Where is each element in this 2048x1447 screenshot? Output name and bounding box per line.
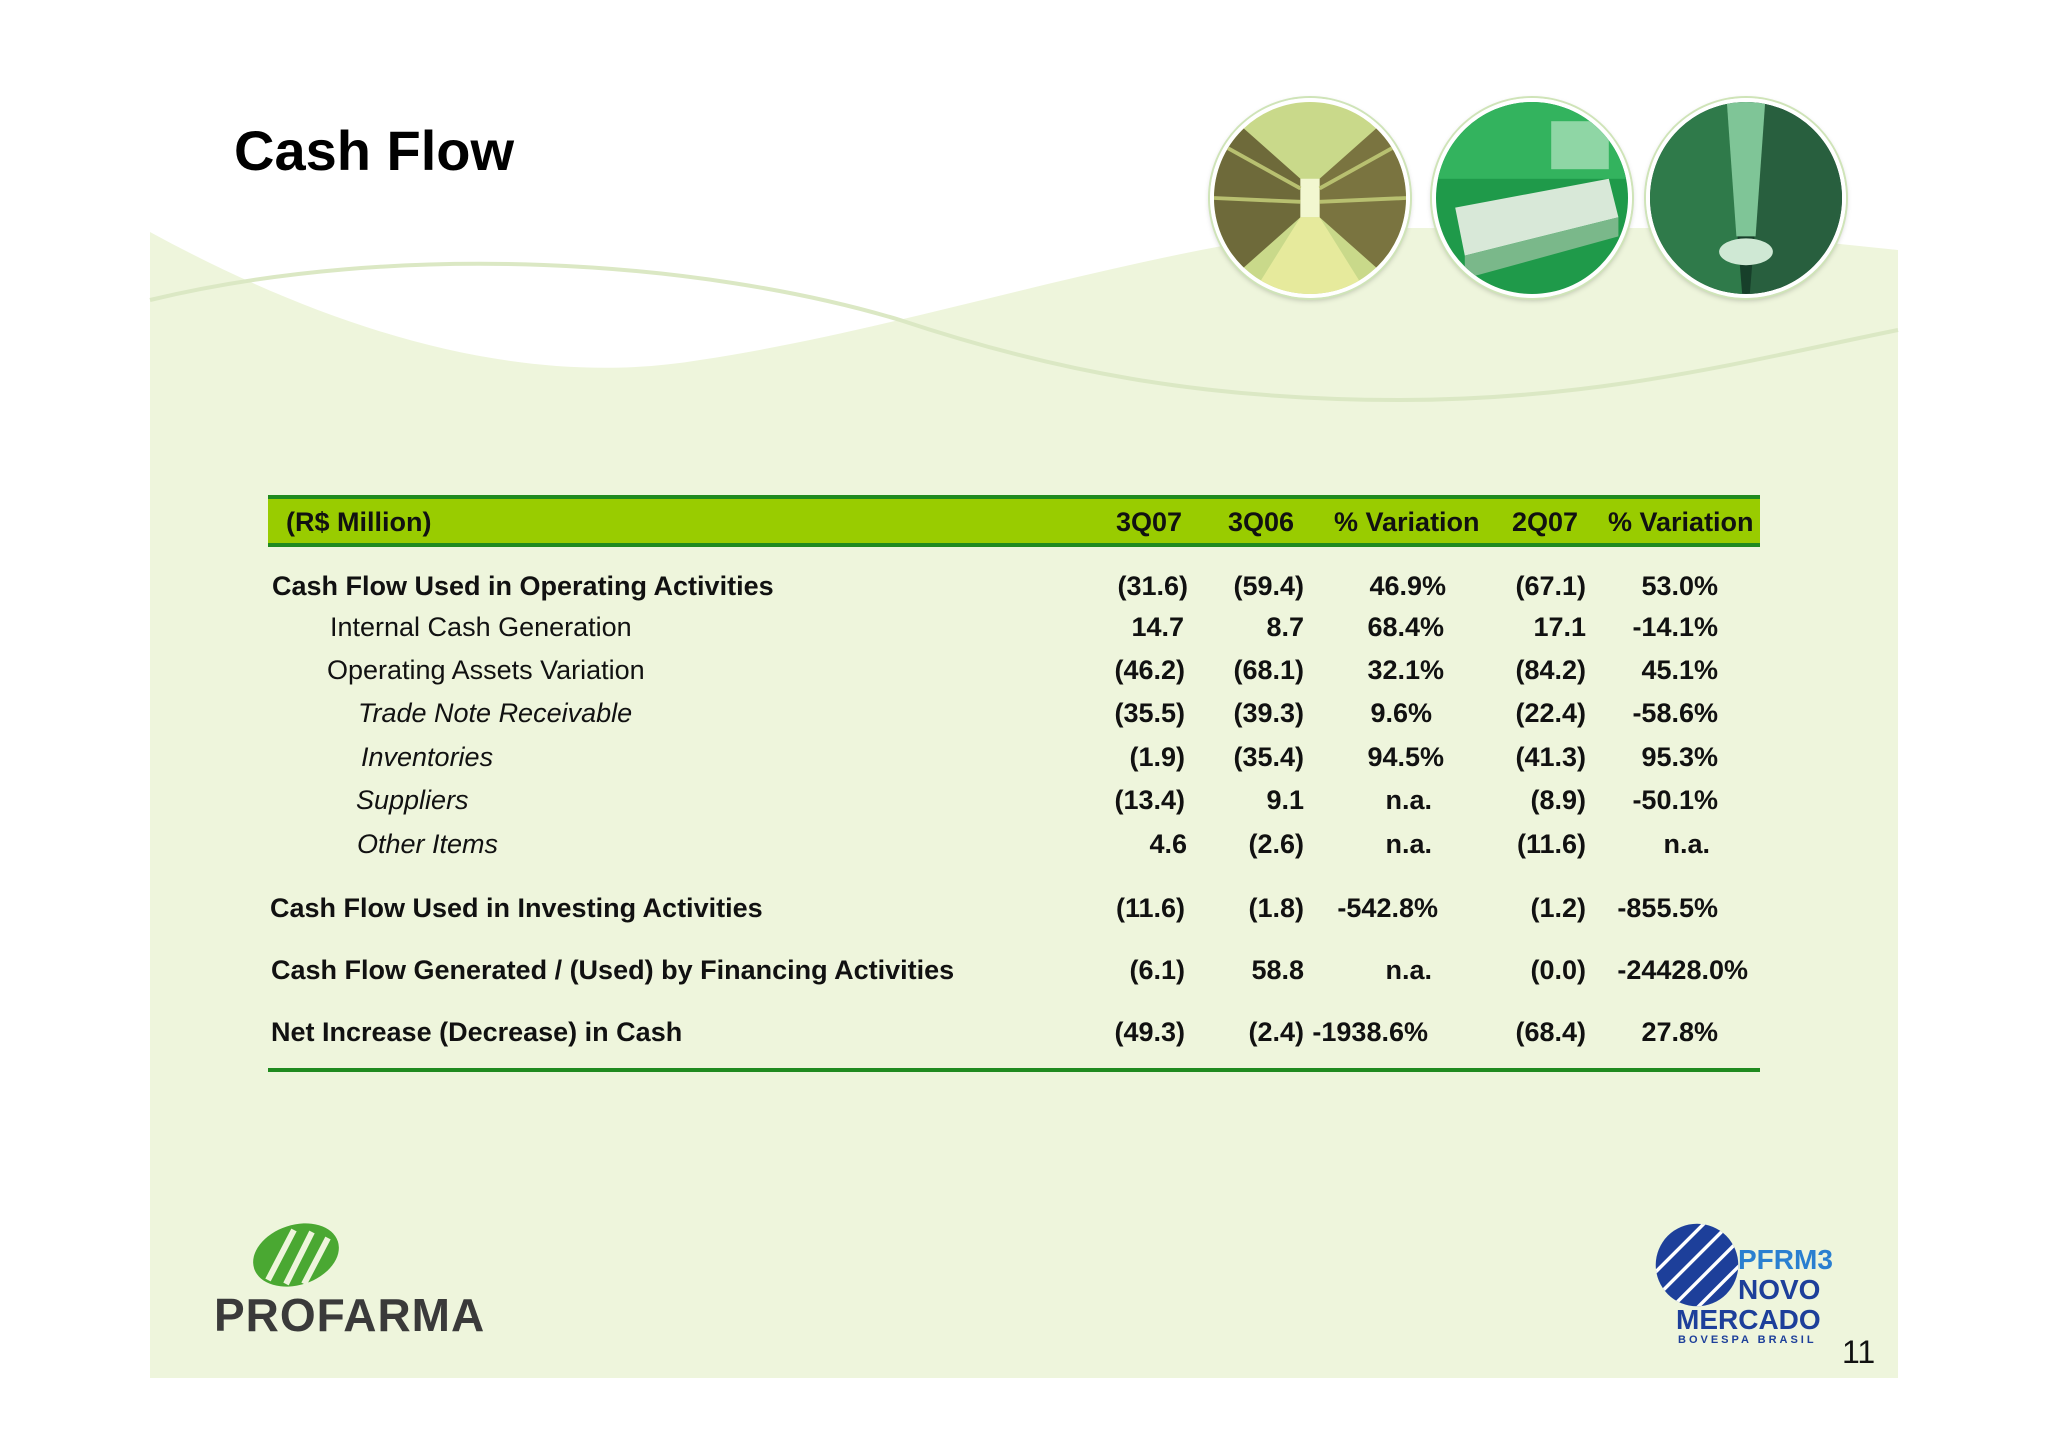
cell-variation-qoq: n.a. (1663, 829, 1710, 859)
profarma-logo (214, 1222, 486, 1342)
cell-2q07: (22.4) (1515, 698, 1586, 728)
page-number: 11 (1842, 1334, 1876, 1370)
table-row (268, 742, 1760, 778)
cell-variation-yoy: -1938.6% (1312, 1017, 1428, 1047)
cell-variation-yoy: 68.4% (1367, 612, 1444, 642)
cell-3q06: 58.8 (1251, 955, 1304, 985)
row-label: Internal Cash Generation (330, 612, 632, 642)
table-row (268, 893, 1760, 929)
cell-variation-yoy: n.a. (1385, 955, 1432, 985)
cell-3q07: 14.7 (1131, 612, 1184, 642)
table-row (268, 785, 1760, 821)
row-label: Cash Flow Used in Operating Activities (272, 571, 774, 601)
cell-variation-qoq: -58.6% (1632, 698, 1718, 728)
row-label: Cash Flow Used in Investing Activities (270, 893, 763, 923)
novo-mercado-logo (1652, 1220, 1852, 1350)
header-3q07: 3Q07 (1116, 507, 1183, 537)
row-label: Operating Assets Variation (327, 655, 645, 685)
cell-2q07: (11.6) (1516, 829, 1586, 859)
cell-3q06: 8.7 (1266, 612, 1304, 642)
cell-variation-yoy: 9.6% (1370, 698, 1432, 728)
cell-3q07: (6.1) (1129, 955, 1185, 985)
cell-3q07: (1.9) (1129, 742, 1185, 772)
table-row (268, 829, 1760, 865)
cell-variation-yoy: n.a. (1385, 829, 1432, 859)
cell-3q07: (13.4) (1114, 785, 1185, 815)
header-unit: (R$ Million) (286, 507, 432, 537)
cell-variation-qoq: 53.0% (1641, 571, 1718, 601)
cell-variation-qoq: 45.1% (1641, 655, 1718, 685)
cell-3q07: (49.3) (1114, 1017, 1185, 1047)
cell-3q06: (68.1) (1233, 655, 1304, 685)
machinery-photo (1646, 98, 1846, 298)
cell-3q07: 4.6 (1149, 829, 1187, 859)
row-label: Cash Flow Generated / (Used) by Financing Activities (271, 955, 955, 985)
table-row (268, 1017, 1760, 1053)
row-label: Inventories (361, 742, 494, 772)
header-variation-qoq: % Variation (1608, 507, 1754, 537)
mercado-label: MERCADO (1676, 1304, 1821, 1335)
cell-3q06: (35.4) (1233, 742, 1304, 772)
cell-2q07: (8.9) (1530, 785, 1586, 815)
header-variation-yoy: % Variation (1334, 507, 1480, 537)
cell-variation-yoy: -542.8% (1337, 893, 1438, 923)
row-label: Other Items (357, 829, 499, 859)
globe-icon (1654, 1222, 1740, 1308)
cell-2q07: (0.0) (1530, 955, 1586, 985)
row-label: Suppliers (356, 785, 469, 815)
conveyor-photo (1432, 98, 1632, 298)
table-header (268, 495, 1760, 547)
row-label: Trade Note Receivable (358, 698, 633, 728)
cell-variation-qoq: -14.1% (1632, 612, 1718, 642)
cell-2q07: (1.2) (1530, 893, 1586, 923)
cell-2q07: (68.4) (1515, 1017, 1586, 1047)
cell-3q06: (2.6) (1248, 829, 1304, 859)
table-bottom-rule (268, 1068, 1760, 1072)
table-row (268, 655, 1760, 691)
cell-3q07: (31.6) (1117, 571, 1188, 601)
cell-3q06: (39.3) (1233, 698, 1304, 728)
novo-label: NOVO (1738, 1274, 1821, 1305)
cell-2q07: (41.3) (1515, 742, 1586, 772)
exchange-label: BOVESPA BRASIL (1678, 1334, 1817, 1346)
row-label: Net Increase (Decrease) in Cash (271, 1017, 683, 1047)
cell-variation-yoy: 94.5% (1367, 742, 1444, 772)
cell-variation-yoy: 32.1% (1367, 655, 1444, 685)
cell-2q07: (67.1) (1515, 571, 1586, 601)
header-2q07: 2Q07 (1512, 507, 1579, 537)
cell-3q06: (59.4) (1233, 571, 1304, 601)
profarma-wordmark: PROFARMA (214, 1289, 486, 1341)
table-row (268, 612, 1760, 648)
cell-variation-yoy: n.a. (1385, 785, 1432, 815)
table-row (268, 571, 1760, 607)
cell-variation-qoq: -24428.0% (1617, 955, 1748, 985)
cell-2q07: 17.1 (1533, 612, 1586, 642)
table-row (268, 698, 1760, 734)
header-3q06: 3Q06 (1228, 507, 1295, 537)
cash-flow-table (268, 495, 1760, 1047)
warehouse-shelves-photo (1210, 98, 1410, 298)
cell-variation-qoq: 27.8% (1641, 1017, 1718, 1047)
cell-3q07: (11.6) (1115, 893, 1185, 923)
page-title: Cash Flow (234, 119, 515, 182)
cell-3q06: (1.8) (1248, 893, 1304, 923)
profarma-leaf-icon (246, 1222, 346, 1288)
table-row (268, 955, 1760, 991)
cell-variation-yoy: 46.9% (1369, 571, 1446, 601)
cell-3q07: (35.5) (1114, 698, 1185, 728)
cell-variation-qoq: -50.1% (1632, 785, 1718, 815)
cell-variation-qoq: 95.3% (1641, 742, 1718, 772)
ticker: PFRM3 (1738, 1244, 1833, 1275)
cell-2q07: (84.2) (1515, 655, 1586, 685)
cell-3q06: 9.1 (1266, 785, 1304, 815)
cell-3q06: (2.4) (1248, 1017, 1304, 1047)
cell-variation-qoq: -855.5% (1617, 893, 1718, 923)
cell-3q07: (46.2) (1114, 655, 1185, 685)
